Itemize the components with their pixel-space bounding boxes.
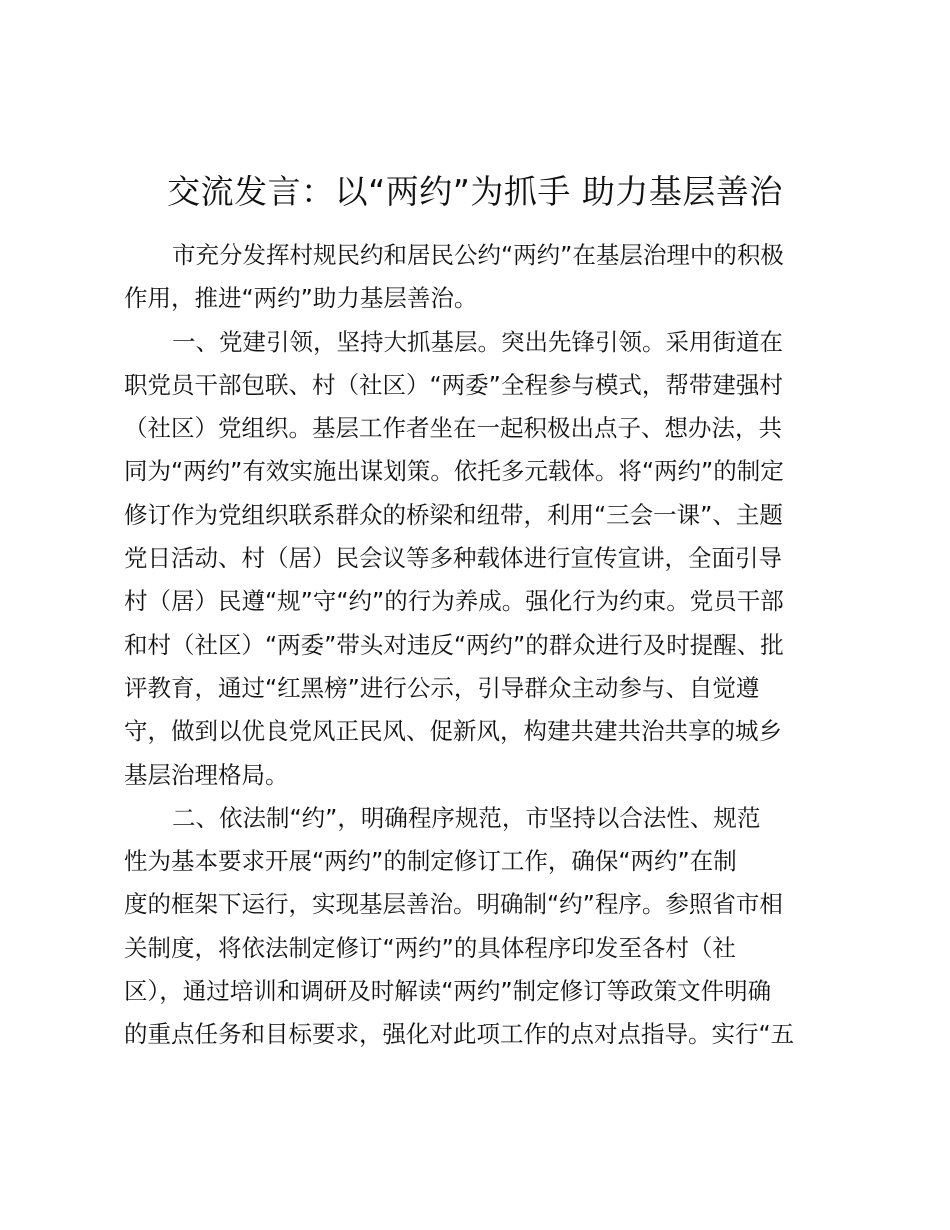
paragraph-line: 一、党建引领，坚持大抓基层。突出先锋引领。采用街道在 — [172, 327, 783, 356]
paragraph-line: 作用，推进“两约”助力基层善治。 — [124, 284, 478, 313]
paragraph-line: 市充分发挥村规民约和居民公约“两约”在基层治理中的积极 — [172, 241, 784, 269]
paragraph-line: 性为基本要求开展“两约”的制定修订工作，确保“两约”在制 — [124, 847, 737, 876]
paragraph-line: 关制度，将依法制定修订“两约”的具体程序印发至各村（社 — [124, 933, 736, 962]
document-body — [124, 234, 824, 1057]
paragraph-line: 的重点任务和目标要求，强化对此项工作的点对点指导。实行“五 — [124, 1020, 795, 1049]
paragraph-line: 基层治理格局。 — [124, 760, 289, 789]
paragraph-line: 同为“两约”有效实施出谋划策。依托多元载体。将“两约”的制定 — [124, 457, 784, 486]
paragraph-line: （社区）党组织。基层工作者坐在一起积极出点子、想办法，共 — [124, 414, 782, 443]
paragraph-line: 村（居）民遵“规”守“约”的行为养成。强化行为约束。党员干部 — [124, 587, 784, 616]
paragraph-line: 职党员干部包联、村（社区）“两委”全程参与模式，帮带建强村 — [124, 370, 783, 399]
paragraph-line: 评教育，通过“红黑榜”进行公示，引导群众主动参与、自觉遵 — [124, 673, 760, 702]
paragraph-line: 党日活动、村（居）民会议等多种载体进行宣传宣讲，全面引导 — [124, 544, 782, 573]
paragraph-line: 和村（社区）“两委”带头对违反“两约”的群众进行及时提醒、批 — [124, 630, 784, 659]
paragraph-line: 度的框架下运行，实现基层善治。明确制“约”程序。参照省市相 — [124, 890, 783, 919]
paragraph-line: 二、依法制“约”，明确程序规范，市坚持以合法性、规范 — [172, 803, 761, 832]
paragraph-line: 区），通过培训和调研及时解读“两约”制定修订等政策文件明确 — [124, 977, 772, 1006]
paragraph-line: 修订作为党组织联系群众的桥梁和纽带，利用“三会一课”、主题 — [124, 500, 783, 529]
paragraph-line: 守，做到以优良党风正民风、促新风，构建共建共治共享的城乡 — [124, 717, 782, 746]
document-title: 交流发言：以“两约”为抓手 助力基层善治 — [167, 172, 783, 211]
